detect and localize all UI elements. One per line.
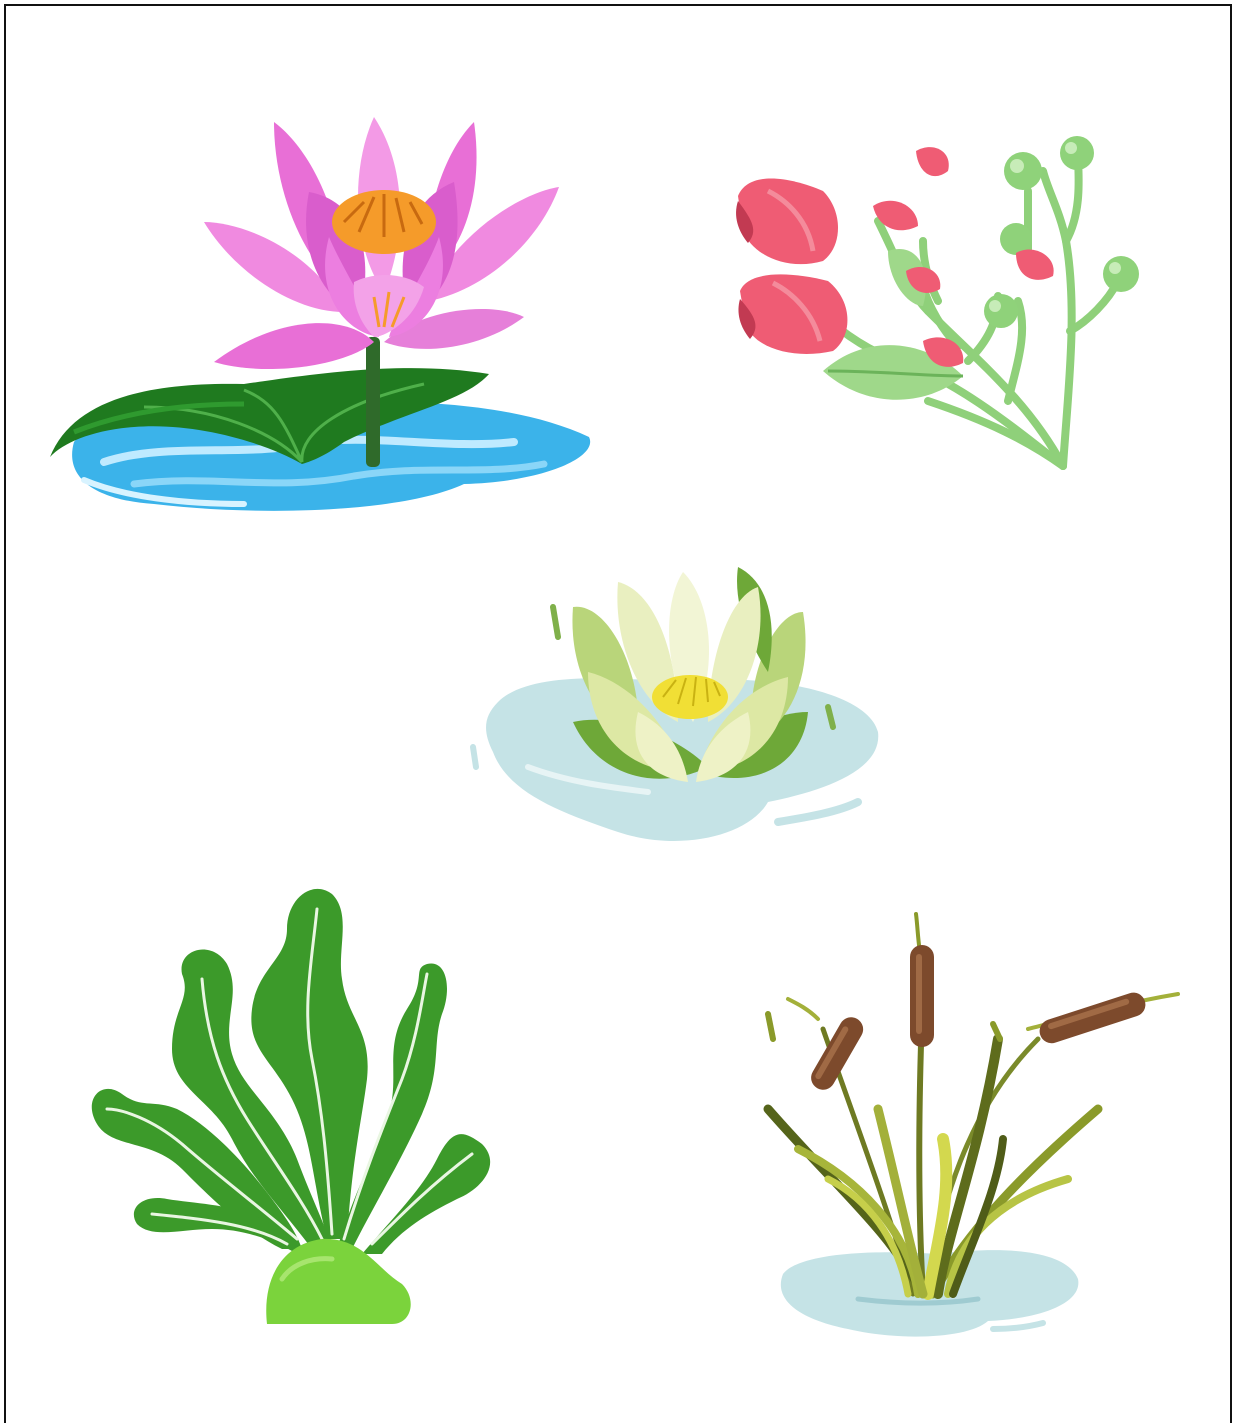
seaweed-icon bbox=[82, 879, 502, 1334]
cattail-icon bbox=[738, 909, 1183, 1349]
lotus-icon bbox=[44, 112, 594, 522]
tulip-buds-icon bbox=[728, 131, 1148, 476]
water-lily-icon bbox=[468, 562, 888, 862]
illustration-canvas bbox=[4, 4, 1232, 1423]
